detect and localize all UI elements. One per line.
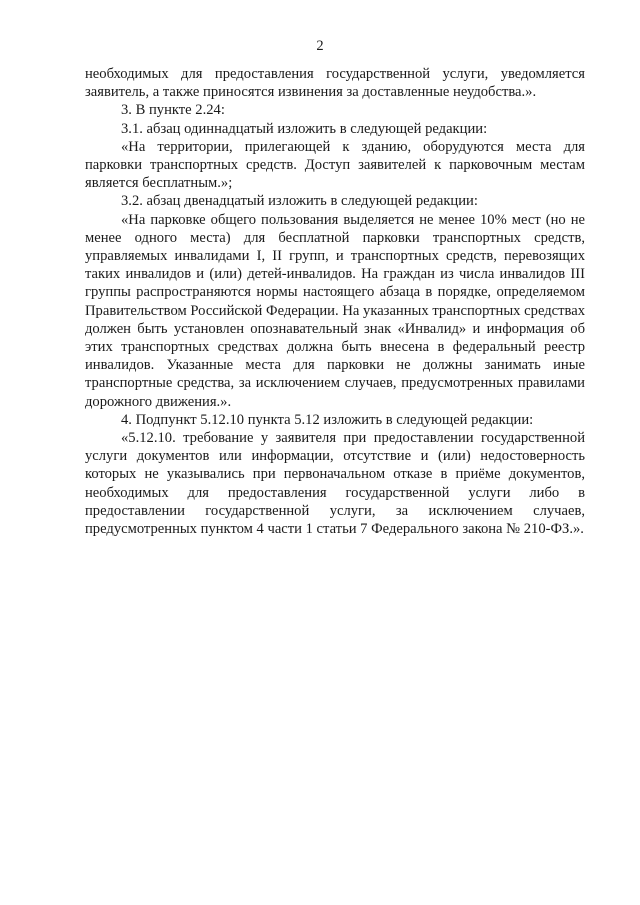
paragraph-continuation: необходимых для предоставления государственной услуги, уведомляется заявитель, а также приносятся извинения за доставленные неудобства.». [85, 66, 585, 101]
paragraph-quote-disabled-parking: «На парковке общего пользования выделяется не менее 10% мест (но не менее одного места) для бесплатной парковки транспортных средств, управляемых инвалидами I, II групп, и транспортных средств, перевозящих таких инвалидов и (или) детей-инвалидов. На граждан из числа инвалидов III группы распространяются нормы настоящего абзаца в порядке, определяемом Правительством Российской Федерации. На указанных транспортных средствах должен быть установлен опознавательный знак «Инвалид» и информация об этих транспортных средствах должна быть внесена в федеральный реестр инвалидов. Указанные места для парковки не должны занимать иные транспортные средства, за исключением случаев, предусмотренных правилами дорожного движения.». [85, 211, 585, 410]
paragraph-item-3-1: 3.1. абзац одиннадцатый изложить в следующей редакции: [121, 120, 488, 137]
paragraph-quote-parking: «На территории, прилегающей к зданию, оборудуются места для парковки транспортных средств. Доступ заявителей к парковочным местам является бесплатным.»; [85, 138, 585, 192]
paragraph-item-4: 4. Подпункт 5.12.10 пункта 5.12 изложить в следующей редакции: [121, 411, 534, 428]
document-body [85, 65, 585, 538]
paragraph-item-3-2: 3.2. абзац двенадцатый изложить в следующей редакции: [121, 193, 478, 210]
paragraph-quote-5-12-10: «5.12.10. требование у заявителя при предоставлении государственной услуги документов или информации, отсутствие и (или) недостоверность которых не указывались при первоначальном отказе в приёме документов, необходимых для предоставления государственной услуги либо в предоставлении государственной услуги, за исключением случаев, предусмотренных пунктом 4 части 1 статьи 7 Федерального закона № 210-ФЗ.». [85, 430, 585, 538]
paragraph-item-3: 3. В пункте 2.24: [121, 102, 225, 119]
page-number: 2 [316, 38, 324, 54]
